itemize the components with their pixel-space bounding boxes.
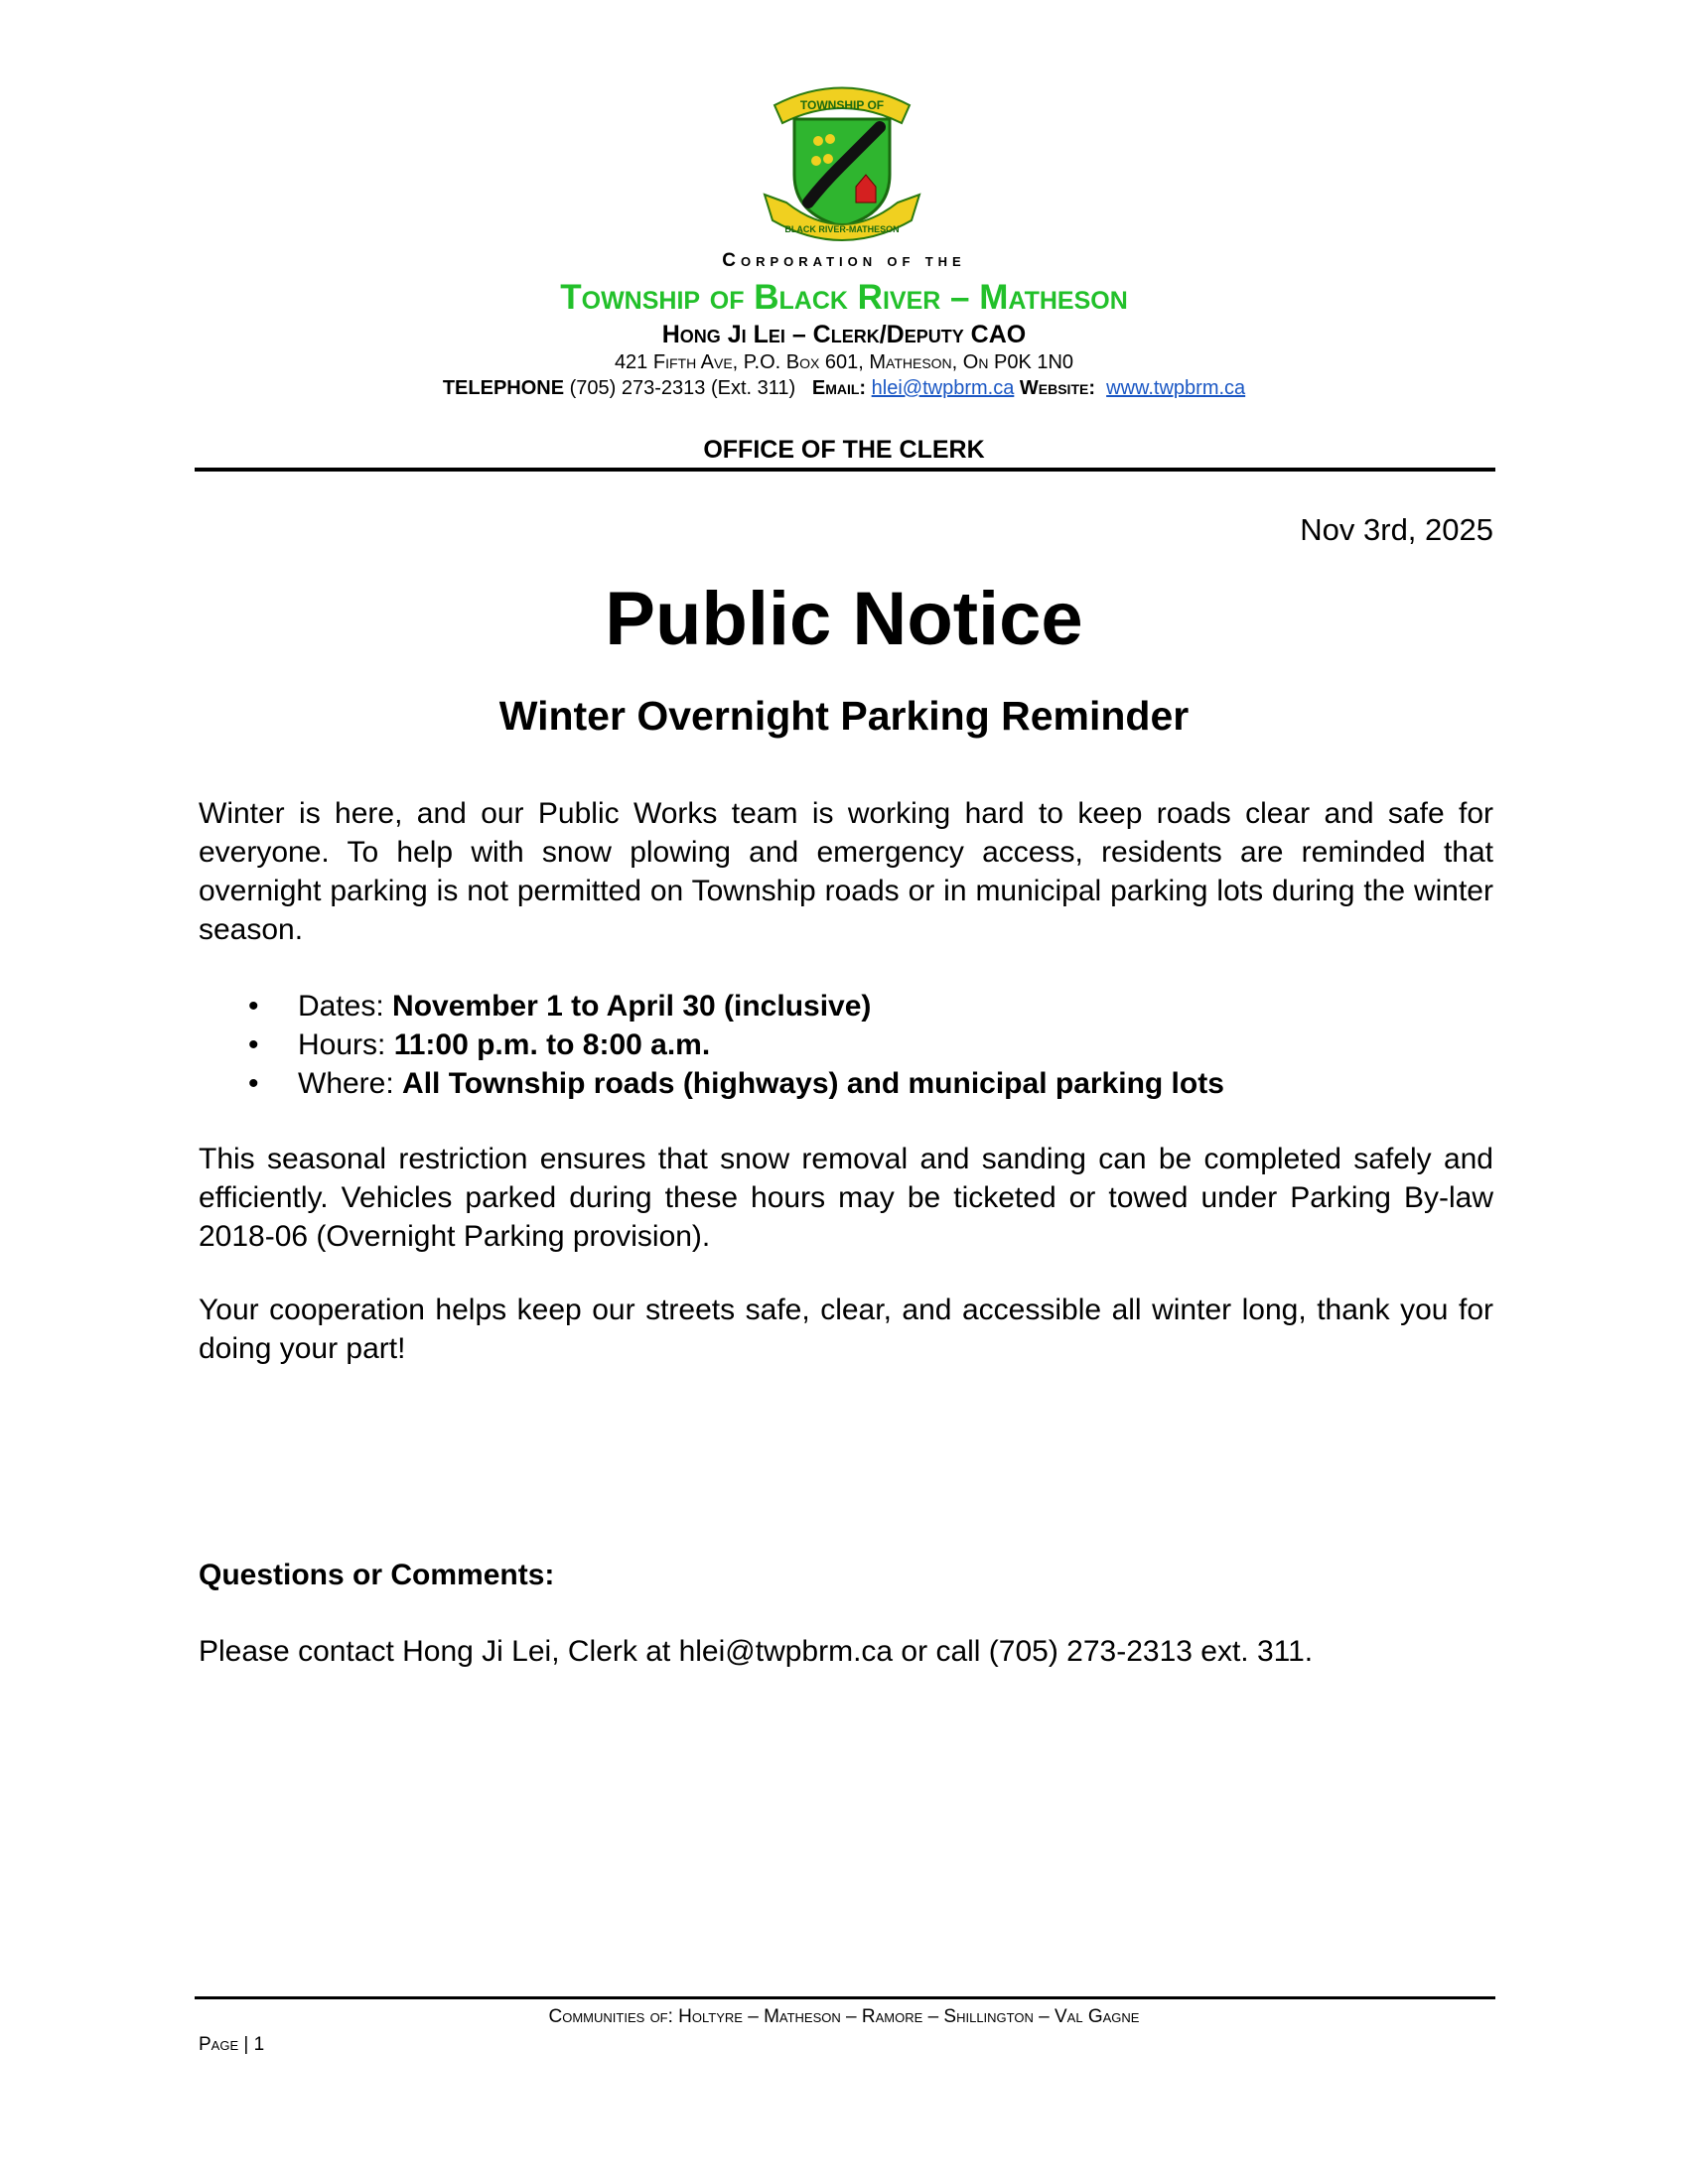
email-label: Email: (811, 377, 867, 399)
hours-value: 11:00 p.m. to 8:00 a.m. (393, 1028, 711, 1061)
bullet-icon: • (248, 1067, 259, 1100)
website-link[interactable]: www.twpbrm.ca (1106, 377, 1246, 399)
where-value: All Township roads (highways) and municipal parking lots (402, 1067, 1224, 1100)
list-item-hours (199, 1025, 1493, 1064)
township-name: Township of Black River – Matheson (560, 278, 1128, 317)
questions-heading: Questions or Comments: (199, 1559, 555, 1591)
list-item-where (199, 1064, 1493, 1103)
page-number: Page | 1 (199, 2034, 265, 2055)
parking-details-list (199, 987, 1493, 1103)
contact-line (0, 377, 1688, 400)
office-heading: OFFICE OF THE CLERK (703, 436, 985, 464)
crest-ribbon-top: TOWNSHIP OF (799, 98, 885, 112)
crest-ribbon-bottom: BLACK RIVER-MATHESON (784, 224, 900, 234)
footer-divider (195, 1996, 1495, 1999)
paragraph-restriction: This seasonal restriction ensures that snow removal and sanding can be completed safely and efficiently. Vehicles parked during these hours may be ticketed or towed under Parking By-law 2018-06 (Overnight Parking provision). (199, 1143, 1493, 1253)
paragraph-intro: Winter is here, and our Public Works team is working hard to keep roads clear and safe for everyone. To help with snow plowing and emergency access, residents are reminded that overnight parking is not permitted on Township roads or in municipal parking lots during the winter season. (199, 797, 1493, 946)
page-title: Public Notice (605, 577, 1083, 661)
hours-label: Hours: (298, 1028, 394, 1061)
dates-value: November 1 to April 30 (inclusive) (392, 990, 872, 1023)
contact-paragraph: Please contact Hong Ji Lei, Clerk at hlei@twpbrm.ca or call (705) 273-2313 ext. 311. (199, 1635, 1314, 1668)
communities-footer: Communities of: Holtyre – Matheson – Ramore – Shillington – Val Gagne (548, 2006, 1140, 2027)
list-item-dates (199, 987, 1493, 1025)
notice-date: Nov 3rd, 2025 (1300, 512, 1493, 547)
bullet-icon: • (248, 1028, 259, 1061)
bullet-icon: • (248, 990, 259, 1023)
email-link[interactable]: hlei@twpbrm.ca (871, 377, 1015, 399)
clerk-line: Hong Ji Lei – Clerk/Deputy CAO (661, 321, 1027, 348)
telephone-label: TELEPHONE (442, 377, 565, 399)
telephone-value: (705) 273-2313 (Ext. 311) (569, 377, 796, 399)
township-crest-logo (753, 75, 931, 244)
where-label: Where: (298, 1067, 403, 1100)
header-divider (195, 468, 1495, 472)
website-label: Website: (1019, 377, 1095, 399)
dates-label: Dates: (298, 990, 393, 1023)
notice-subtitle: Winter Overnight Parking Reminder (498, 693, 1190, 739)
paragraph-cooperation: Your cooperation helps keep our streets safe, clear, and accessible all winter long, thank you for doing your part! (199, 1294, 1493, 1365)
corporation-label: Corporation of the (722, 250, 966, 271)
address-line: 421 Fifth Ave, P.O. Box 601, Matheson, On P0K 1N0 (614, 351, 1074, 373)
